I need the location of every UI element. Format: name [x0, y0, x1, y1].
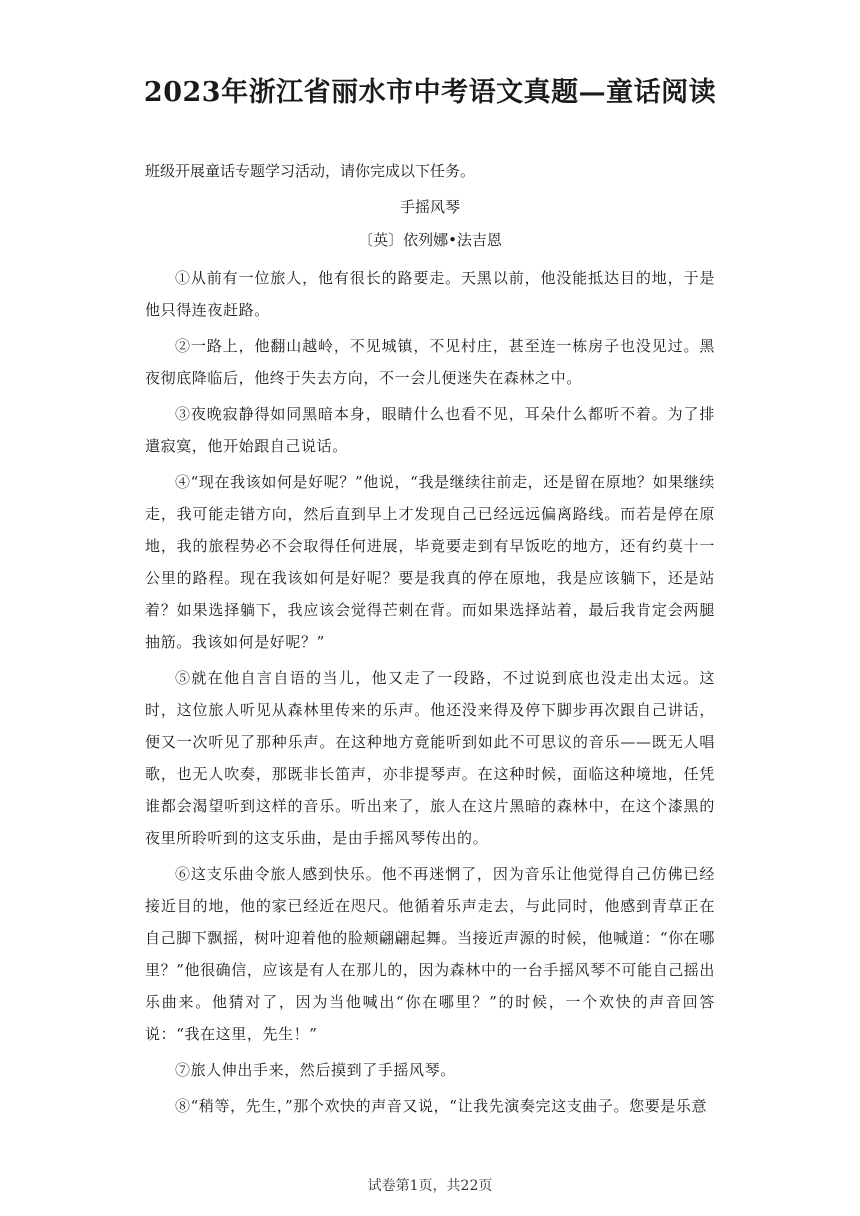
story-title: 手摇风琴 [399, 198, 460, 216]
paragraph-5: ⑤就在他自言自语的当儿，他又走了一段路，不过说到底也没走出太远。这时，这位旅人听见从森林里传来的乐声。他还没来得及停下脚步再次跟自己讲话，便又一次听见了那种乐声。在这种地方竟能听到如此不可思议的音乐——既无人唱歌，也无人吹奏，那既非长笛声，亦非提琴声。在这种时候，面临这种境地，任凭谁都会渴望听到这样的音乐。听出来了，旅人在这片黑暗的森林中，在这个漆黑的夜里所聆听到的这支乐曲，是由手摇风琴传出的。 [145, 669, 715, 847]
paragraph-8: ⑧“稍等，先生，”那个欢快的声音又说，“让我先演奏完这支曲子。您要是乐意 [175, 1097, 708, 1115]
story-author: 〔英〕依列娜•法吉恩 [358, 231, 502, 249]
paragraph-6: ⑥这支乐曲令旅人感到快乐。他不再迷惘了，因为音乐让他觉得自己仿佛已经接近目的地，他的家已经近在咫尺。他循着乐声走去，与此同时，他感到青草正在自己脚下飘摇，树叶迎着他的脸颊翩翩起舞。当接近声源的时候，他喊道：“你在哪里？”他很确信，应该是有人在那儿的，因为森林中的一台手摇风琴不可能自己摇出乐曲来。他猜对了，因为当他喊出“你在哪里？”的时候，一个欢快的声音回答说：“我在这里，先生！” [145, 865, 715, 1043]
paragraph-2: ②一路上，他翻山越岭，不见城镇，不见村庄，甚至连一栋房子也没见过。黑夜彻底降临后，他终于失去方向，不一会儿便迷失在森林之中。 [145, 337, 715, 387]
paragraph-3: ③夜晚寂静得如同黑暗本身，眼睛什么也看不见，耳朵什么都听不着。为了排遣寂寞，他开始跟自己说话。 [145, 405, 715, 455]
task-intro: 班级开展童话专题学习活动，请你完成以下任务。 [145, 162, 476, 180]
page-footer: 试卷第1页，共22页 [367, 1178, 493, 1194]
story-body [145, 262, 715, 1122]
document-title: 2023年浙江省丽水市中考语文真题—童话阅读 [143, 77, 717, 108]
paragraph-4: ④“现在我该如何是好呢？”他说，“我是继续往前走，还是留在原地？如果继续走，我可能走错方向，然后直到早上才发现自己已经远远偏离路线。而若是停在原地，我的旅程势必不会取得任何进展，毕竟要走到有早饭吃的地方，还有约莫十一公里的路程。现在我该如何是好呢？要是我真的停在原地，我是应该躺下，还是站着？如果选择躺下，我应该会觉得芒刺在背。而如果选择站着，最后我肯定会两腿抽筋。我该如何是好呢？” [145, 473, 715, 651]
paragraph-1: ①从前有一位旅人，他有很长的路要走。天黑以前，他没能抵达目的地，于是他只得连夜赶路。 [145, 269, 715, 319]
paragraph-7: ⑦旅人伸出手来，然后摸到了手摇风琴。 [175, 1061, 456, 1079]
